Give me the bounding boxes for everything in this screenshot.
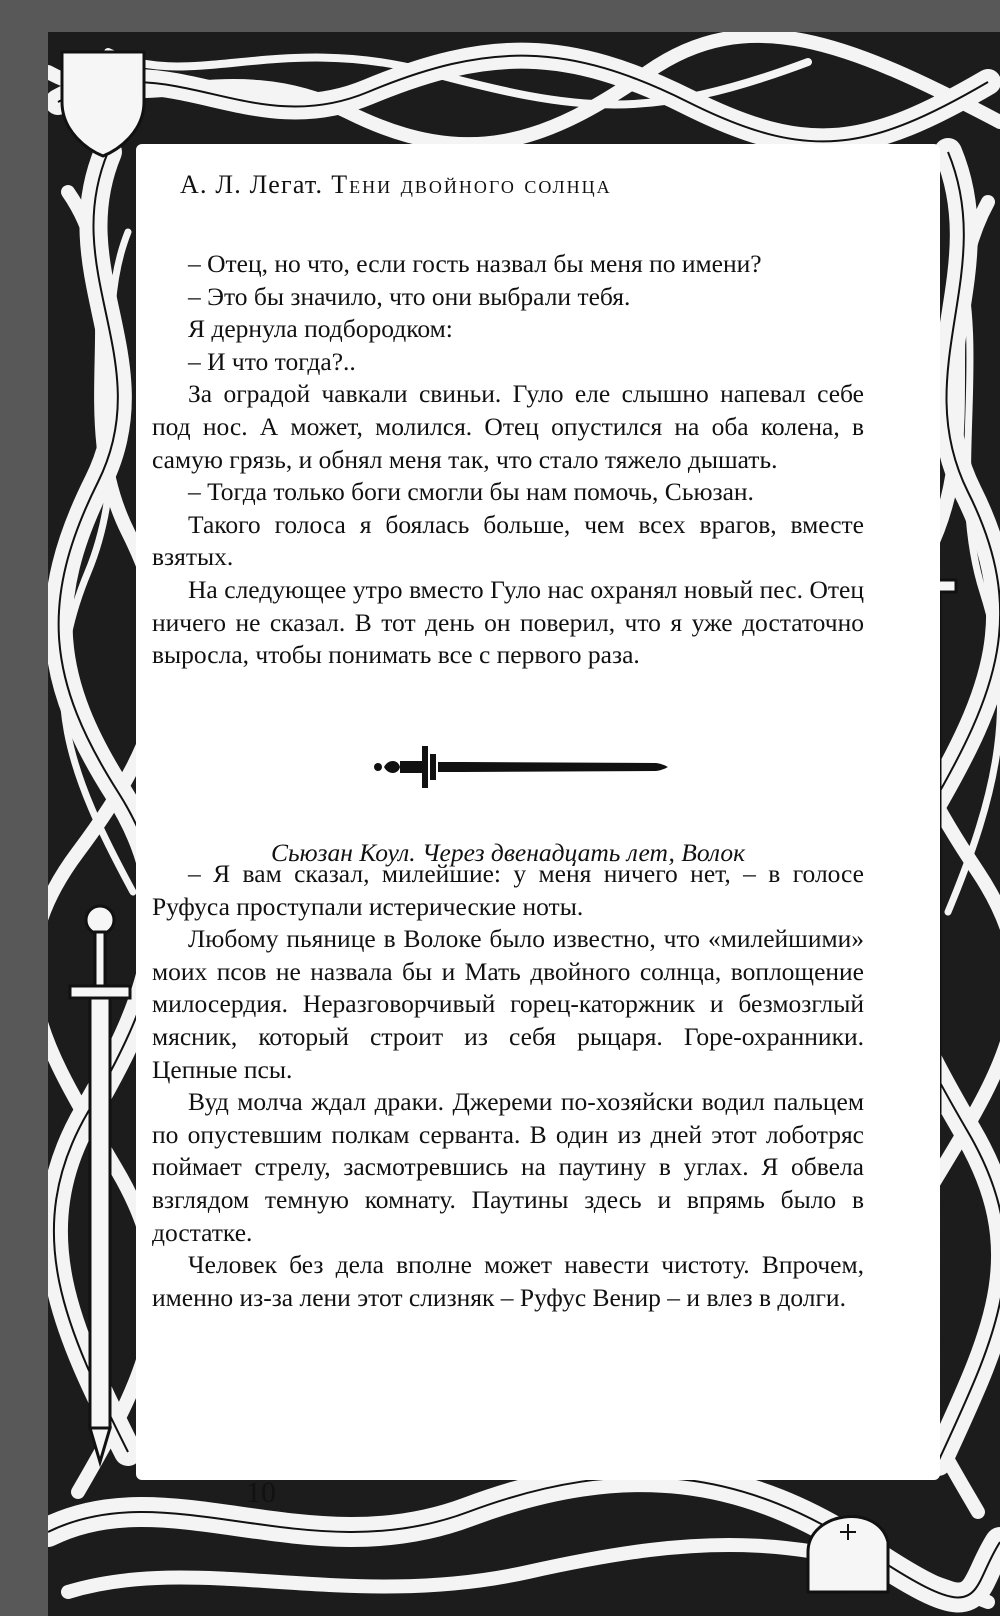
paragraph: Любому пьянице в Волоке было известно, что «милейшими» моих псов не назвала бы и Мать двойного солнца, воплощение милосердия. Неразговорчивый горец-каторжник и безмозглый мясник, который строит из себя рыцаря. Горе-охранники. Цепные псы. xyxy=(152,924,864,1084)
running-header xyxy=(180,170,860,200)
paragraph: – Это бы значило, что они выбрали тебя. xyxy=(188,281,631,311)
paragraph: За оградой чавкали свиньи. Гуло еле слышно напевал себе под нос. А может, молился. Отец опустился на оба колена, в самую грязь, и обнял меня так, что стало тяжело дышать. xyxy=(152,379,864,474)
section-2-text xyxy=(152,858,864,1314)
paragraph: Такого голоса я боялась больше, чем всех врагов, вместе взятых. xyxy=(152,509,864,572)
paragraph: – Я вам сказал, милейшие: у меня ничего нет, – в голосе Руфуса проступали истерические ноты. xyxy=(152,859,864,921)
paragraph: Я дернула подбородком: xyxy=(188,314,453,344)
header-author: А. Л. Легат. xyxy=(180,170,324,199)
paragraph: Человек без дела вполне может навести чистоту. Впрочем, именно из-за лени этот слизняк – Руфус Венир – и влез в долги. xyxy=(152,1250,864,1312)
sword-divider-icon xyxy=(370,744,670,790)
paragraph: Вуд молча ждал драки. Джереми по-хозяйски водил пальцем по опустевшим полкам серванта. В один из дней этот лоботряс поймает стрелу, засмотревшись на паутину в углах. Я обвела взглядом темную комнату. Паутины здесь и впрямь было в достатке. xyxy=(152,1087,864,1247)
page-number: 10 xyxy=(246,1476,276,1509)
paragraph: – Тогда только боги смогли бы нам помочь, Сьюзан. xyxy=(188,477,754,507)
header-title: Тени двойного солнца xyxy=(331,170,612,199)
paragraph: – Отец, но что, если гость назвал бы меня по имени? xyxy=(188,249,762,278)
paragraph: – И что тогда?.. xyxy=(188,346,356,376)
section-heading: Сьюзан Коул. Через двенадцать лет, Волок xyxy=(270,838,746,867)
paragraph: На следующее утро вместо Гуло нас охранял новый пес. Отец ничего не сказал. В тот день он поверил, что я уже достаточно выросла, чтобы понимать все с первого раза. xyxy=(152,574,864,670)
section-1-text xyxy=(152,248,864,672)
